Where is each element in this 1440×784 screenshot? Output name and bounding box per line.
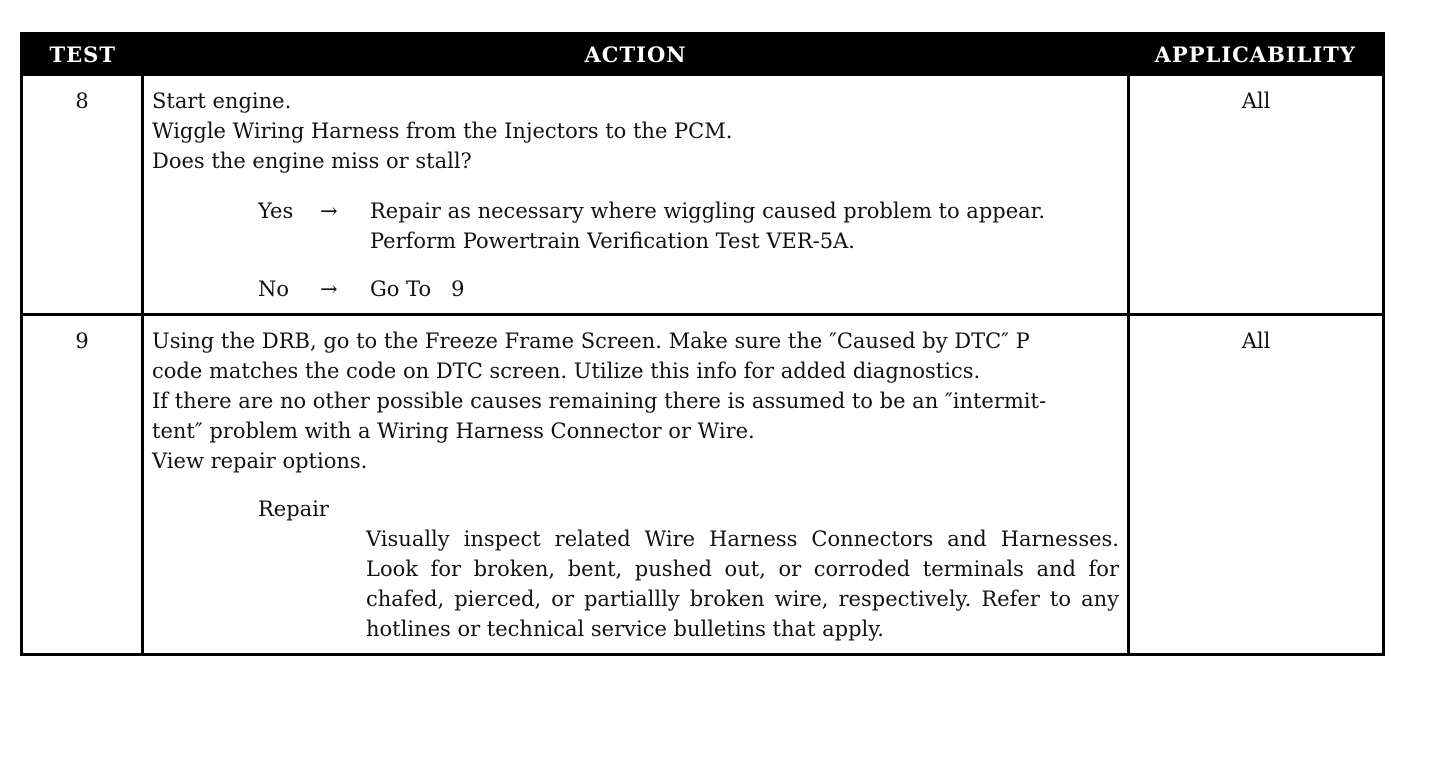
header-applicability: APPLICABILITY [1129, 34, 1384, 75]
header-action: ACTION [143, 34, 1129, 75]
table-row [22, 75, 1384, 315]
action-line: View repair options. [152, 449, 368, 473]
diagnostic-test-table [20, 32, 1385, 656]
no-answer [258, 274, 1119, 304]
applicability-value: All [1129, 315, 1384, 655]
applicability-value: All [1129, 75, 1384, 315]
action-line: tent″ problem with a Wiring Harness Connector or Wire. [152, 419, 755, 443]
yes-result-line: Repair as necessary where wiggling caused problem to appear. [370, 199, 1046, 223]
yes-answer [258, 196, 1119, 256]
test-number: 9 [22, 315, 143, 655]
right-arrow-icon: → [320, 277, 338, 301]
no-label: No [258, 277, 290, 301]
repair-text: Visually inspect related Wire Harness Connectors and Harnesses. Look for broken, bent, pushed out, or corroded terminals and for chafed, pierced, or partiallly broken wire, respectively. Refer to any hotlines or technical service bulletins that apply. [366, 527, 1119, 641]
no-result: Go To 9 [370, 277, 465, 301]
yes-label: Yes [258, 199, 294, 223]
table-header-row [22, 34, 1384, 75]
action-line: Start engine. [152, 89, 292, 113]
table-row [22, 315, 1384, 655]
action-cell [143, 315, 1129, 655]
test-number: 8 [22, 75, 143, 315]
action-line: Does the engine miss or stall? [152, 149, 472, 173]
action-line: code matches the code on DTC screen. Utilize this info for added diagnostics. [152, 359, 981, 383]
action-line: Wiggle Wiring Harness from the Injectors to the PCM. [152, 119, 733, 143]
repair-title: Repair [258, 497, 329, 521]
yes-result-line: Perform Powertrain Verification Test VER-5A. [370, 229, 855, 253]
action-line: If there are no other possible causes remaining there is assumed to be an ″intermit- [152, 389, 1047, 413]
right-arrow-icon: → [320, 199, 338, 223]
header-test: TEST [22, 34, 143, 75]
action-line: Using the DRB, go to the Freeze Frame Screen. Make sure the ″Caused by DTC″ P [152, 329, 1030, 353]
yes-result [370, 196, 1119, 256]
action-cell [143, 75, 1129, 315]
